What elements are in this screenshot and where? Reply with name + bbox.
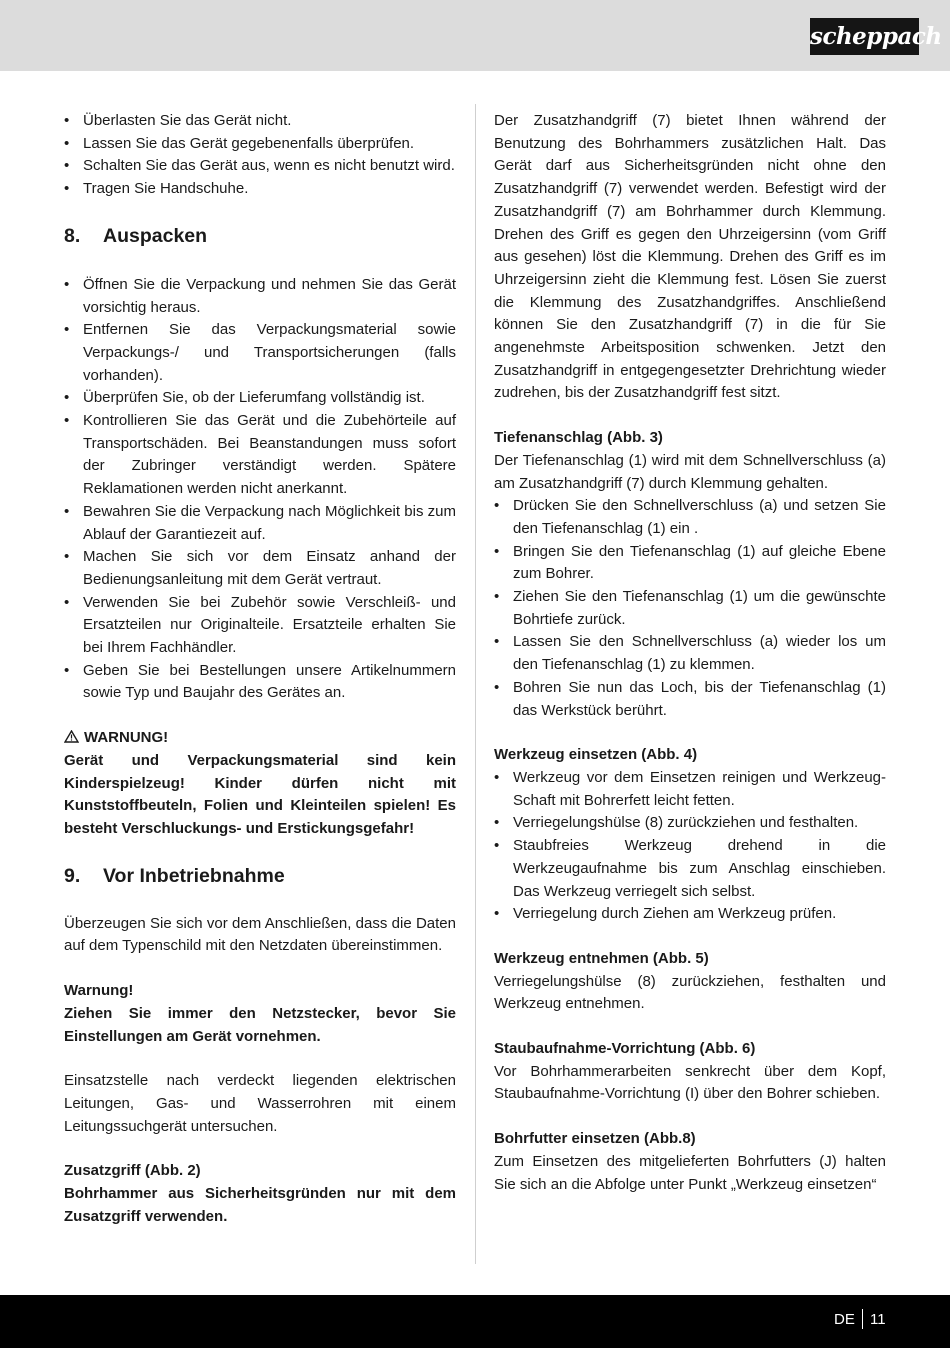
paragraph: Der Zusatzhandgriff (7) bietet Ihnen während der Benutzung des Bohrhammers zusätzlichen Halt. Das Gerät darf aus Sicherheitsgründen nicht ohne den Zusatzhandgriff (7) verwendet werden. Befestigt wird der Zusatzhandgriff (7) am Bohrhammer durch Klemmung. Drehen des Griff es gegen den Uhrzeigersinn (vom Griff aus gesehen) löst die Klemmung. Drehen des Griff es im Uhrzeigersinn zieht die Klemmung fest. Lösen Sie zuerst die Klemmung des Zusatzhandgriffes. Anschließend können Sie den Zusatzhandgriff (7) in die für Sie angenehmste Arbeitsposition schwenken. Jetzt den Zusatzhandgriff in entgegengesetzter Drehrichtung wieder zudrehen, bis der Zusatzhandgriff fest sitzt. [494, 112, 886, 402]
list-item: • Überlasten Sie das Gerät nicht. [64, 112, 292, 129]
list-item: • Bewahren Sie die Verpackung nach Möglichkeit bis zum Ablauf der Garantiezeit auf. [64, 502, 456, 543]
left-column [64, 110, 456, 1228]
footer-separator [862, 1309, 863, 1329]
list-item: • Kontrollieren Sie das Gerät und die Zubehörteile auf Transportschäden. Bei Beanstandungen muss sofort der Zubringer verständigt werden. Spätere Reklamationen werden nicht anerkannt. [64, 412, 456, 498]
warning-triangle-icon [64, 727, 81, 750]
list-item: • Staubfreies Werkzeug drehend in die Werkzeugaufnahme bis zum Anschlag einschieben. Das Werkzeug verriegelt sich selbst. [494, 837, 886, 900]
tool-insert-bullet-list [494, 767, 886, 926]
subheading: Bohrfutter einsetzen (Abb.8) [494, 1130, 696, 1148]
section-title: Vor Inbetriebnahme [103, 864, 285, 887]
list-item: • Ziehen Sie den Tiefenanschlag (1) um die gewünschte Bohrtiefe zurück. [494, 588, 886, 628]
list-item: • Bohren Sie nun das Loch, bis der Tiefenanschlag (1) das Werkstück berührt. [494, 678, 886, 719]
column-divider [475, 104, 476, 1264]
header-band [0, 0, 950, 71]
list-item: • Verwenden Sie bei Zubehör sowie Verschleiß- und Ersatzteilen nur Originalteile. Ersatzteile erhalten Sie bei Ihrem Fachhändler. [64, 593, 456, 657]
right-column [494, 110, 886, 1196]
list-item: • Überprüfen Sie, ob der Lieferumfang vollständig ist. [64, 389, 425, 407]
unpacking-bullet-list [64, 274, 456, 705]
list-item: • Drücken Sie den Schnellverschluss (a) und setzen Sie den Tiefenanschlag (1) ein . [494, 497, 886, 537]
warning-label: Warnung! [64, 982, 134, 1000]
warning-text: Ziehen Sie immer den Netzstecker, bevor Sie Einstellungen am Gerät vornehmen. [64, 1004, 456, 1045]
paragraph: Einsatzstelle nach verdeckt liegenden elektrischen Leitungen, Gas- und Wasserrohren mit einem Leitungssuchgerät untersuchen. [64, 1072, 456, 1135]
warning-text: Gerät und Verpackungsmaterial sind kein Kinderspielzeug! Kinder dürfen nicht mit Kunststoffbeuteln, Folien und Kleinteilen spielen! Es besteht Verschluckungs- und Erstickungsgefahr! [64, 751, 456, 837]
depth-stop-bullet-list [494, 495, 886, 722]
list-item: • Lassen Sie das Gerät gegebenenfalls überprüfen. [64, 134, 415, 152]
subheading: Staubaufnahme-Vorrichtung (Abb. 6) [494, 1040, 756, 1058]
paragraph: Überzeugen Sie sich vor dem Anschließen, dass die Daten auf dem Typenschild mit den Netzdaten übereinstimmen. [64, 914, 456, 955]
subheading: Werkzeug entnehmen (Abb. 5) [494, 949, 709, 967]
list-item: • Verriegelung durch Ziehen am Werkzeug prüfen. [494, 905, 837, 923]
page-number: 11 [870, 1311, 886, 1328]
list-item: • Bringen Sie den Tiefenanschlag (1) auf gleiche Ebene zum Bohrer. [494, 542, 886, 583]
warning-label: WARNUNG! [84, 729, 169, 747]
subheading: Zusatzgriff (Abb. 2) [64, 1162, 201, 1180]
list-item: • Machen Sie sich vor dem Einsatz anhand der Bedienungsanleitung mit dem Gerät vertraut. [64, 548, 456, 588]
list-item: • Lassen Sie den Schnellverschluss (a) wieder los um den Tiefenanschlag (1) zu klemmen. [494, 633, 886, 674]
paragraph: Zum Einsetzen des mitgelieferten Bohrfutters (J) halten Sie sich an die Abfolge unter Punkt „Werkzeug einsetzen“ [494, 1152, 886, 1193]
section-9-heading [64, 863, 456, 889]
list-item: • Schalten Sie das Gerät aus, wenn es nicht benutzt wird. [64, 157, 455, 175]
intro-bullet-list [64, 110, 456, 201]
section-number: 9. [64, 864, 81, 887]
subheading: Tiefenanschlag (Abb. 3) [494, 429, 663, 447]
list-item: • Verriegelungshülse (8) zurückziehen und festhalten. [494, 814, 859, 832]
paragraph: Verriegelungshülse (8) zurückziehen, festhalten und Werkzeug entnehmen. [494, 972, 886, 1013]
scheppach-logo: scheppach [810, 18, 919, 55]
section-title: Auspacken [103, 224, 208, 247]
list-item: • Öffnen Sie die Verpackung und nehmen Sie das Gerät vorsichtig heraus. [64, 275, 456, 316]
language-code: DE [834, 1311, 855, 1328]
list-item: • Entfernen Sie das Verpackungsmaterial sowie Verpackungs-/ und Transportsicherungen (falls vorhanden). [64, 321, 456, 384]
paragraph: Bohrhammer aus Sicherheitsgründen nur mit dem Zusatzgriff verwenden. [64, 1185, 456, 1225]
section-8-heading [64, 223, 456, 249]
section-number: 8. [64, 224, 81, 247]
footer-bar [0, 1295, 950, 1348]
list-item: • Werkzeug vor dem Einsetzen reinigen und Werkzeug-Schaft mit Bohrerfett leicht fetten. [494, 768, 886, 809]
paragraph: Der Tiefenanschlag (1) wird mit dem Schnellverschluss (a) am Zusatzhandgriff (7) durch Klemmung gehalten. [494, 451, 886, 492]
list-item: • Geben Sie bei Bestellungen unsere Artikelnummern sowie Typ und Baujahr des Gerätes an. [64, 661, 456, 702]
list-item: • Tragen Sie Handschuhe. [64, 180, 249, 198]
warning-heading [64, 727, 456, 750]
subheading: Werkzeug einsetzen (Abb. 4) [494, 746, 698, 764]
paragraph: Vor Bohrhammerarbeiten senkrecht über dem Kopf, Staubaufnahme-Vorrichtung (I) über den Bohrer schieben. [494, 1062, 886, 1103]
